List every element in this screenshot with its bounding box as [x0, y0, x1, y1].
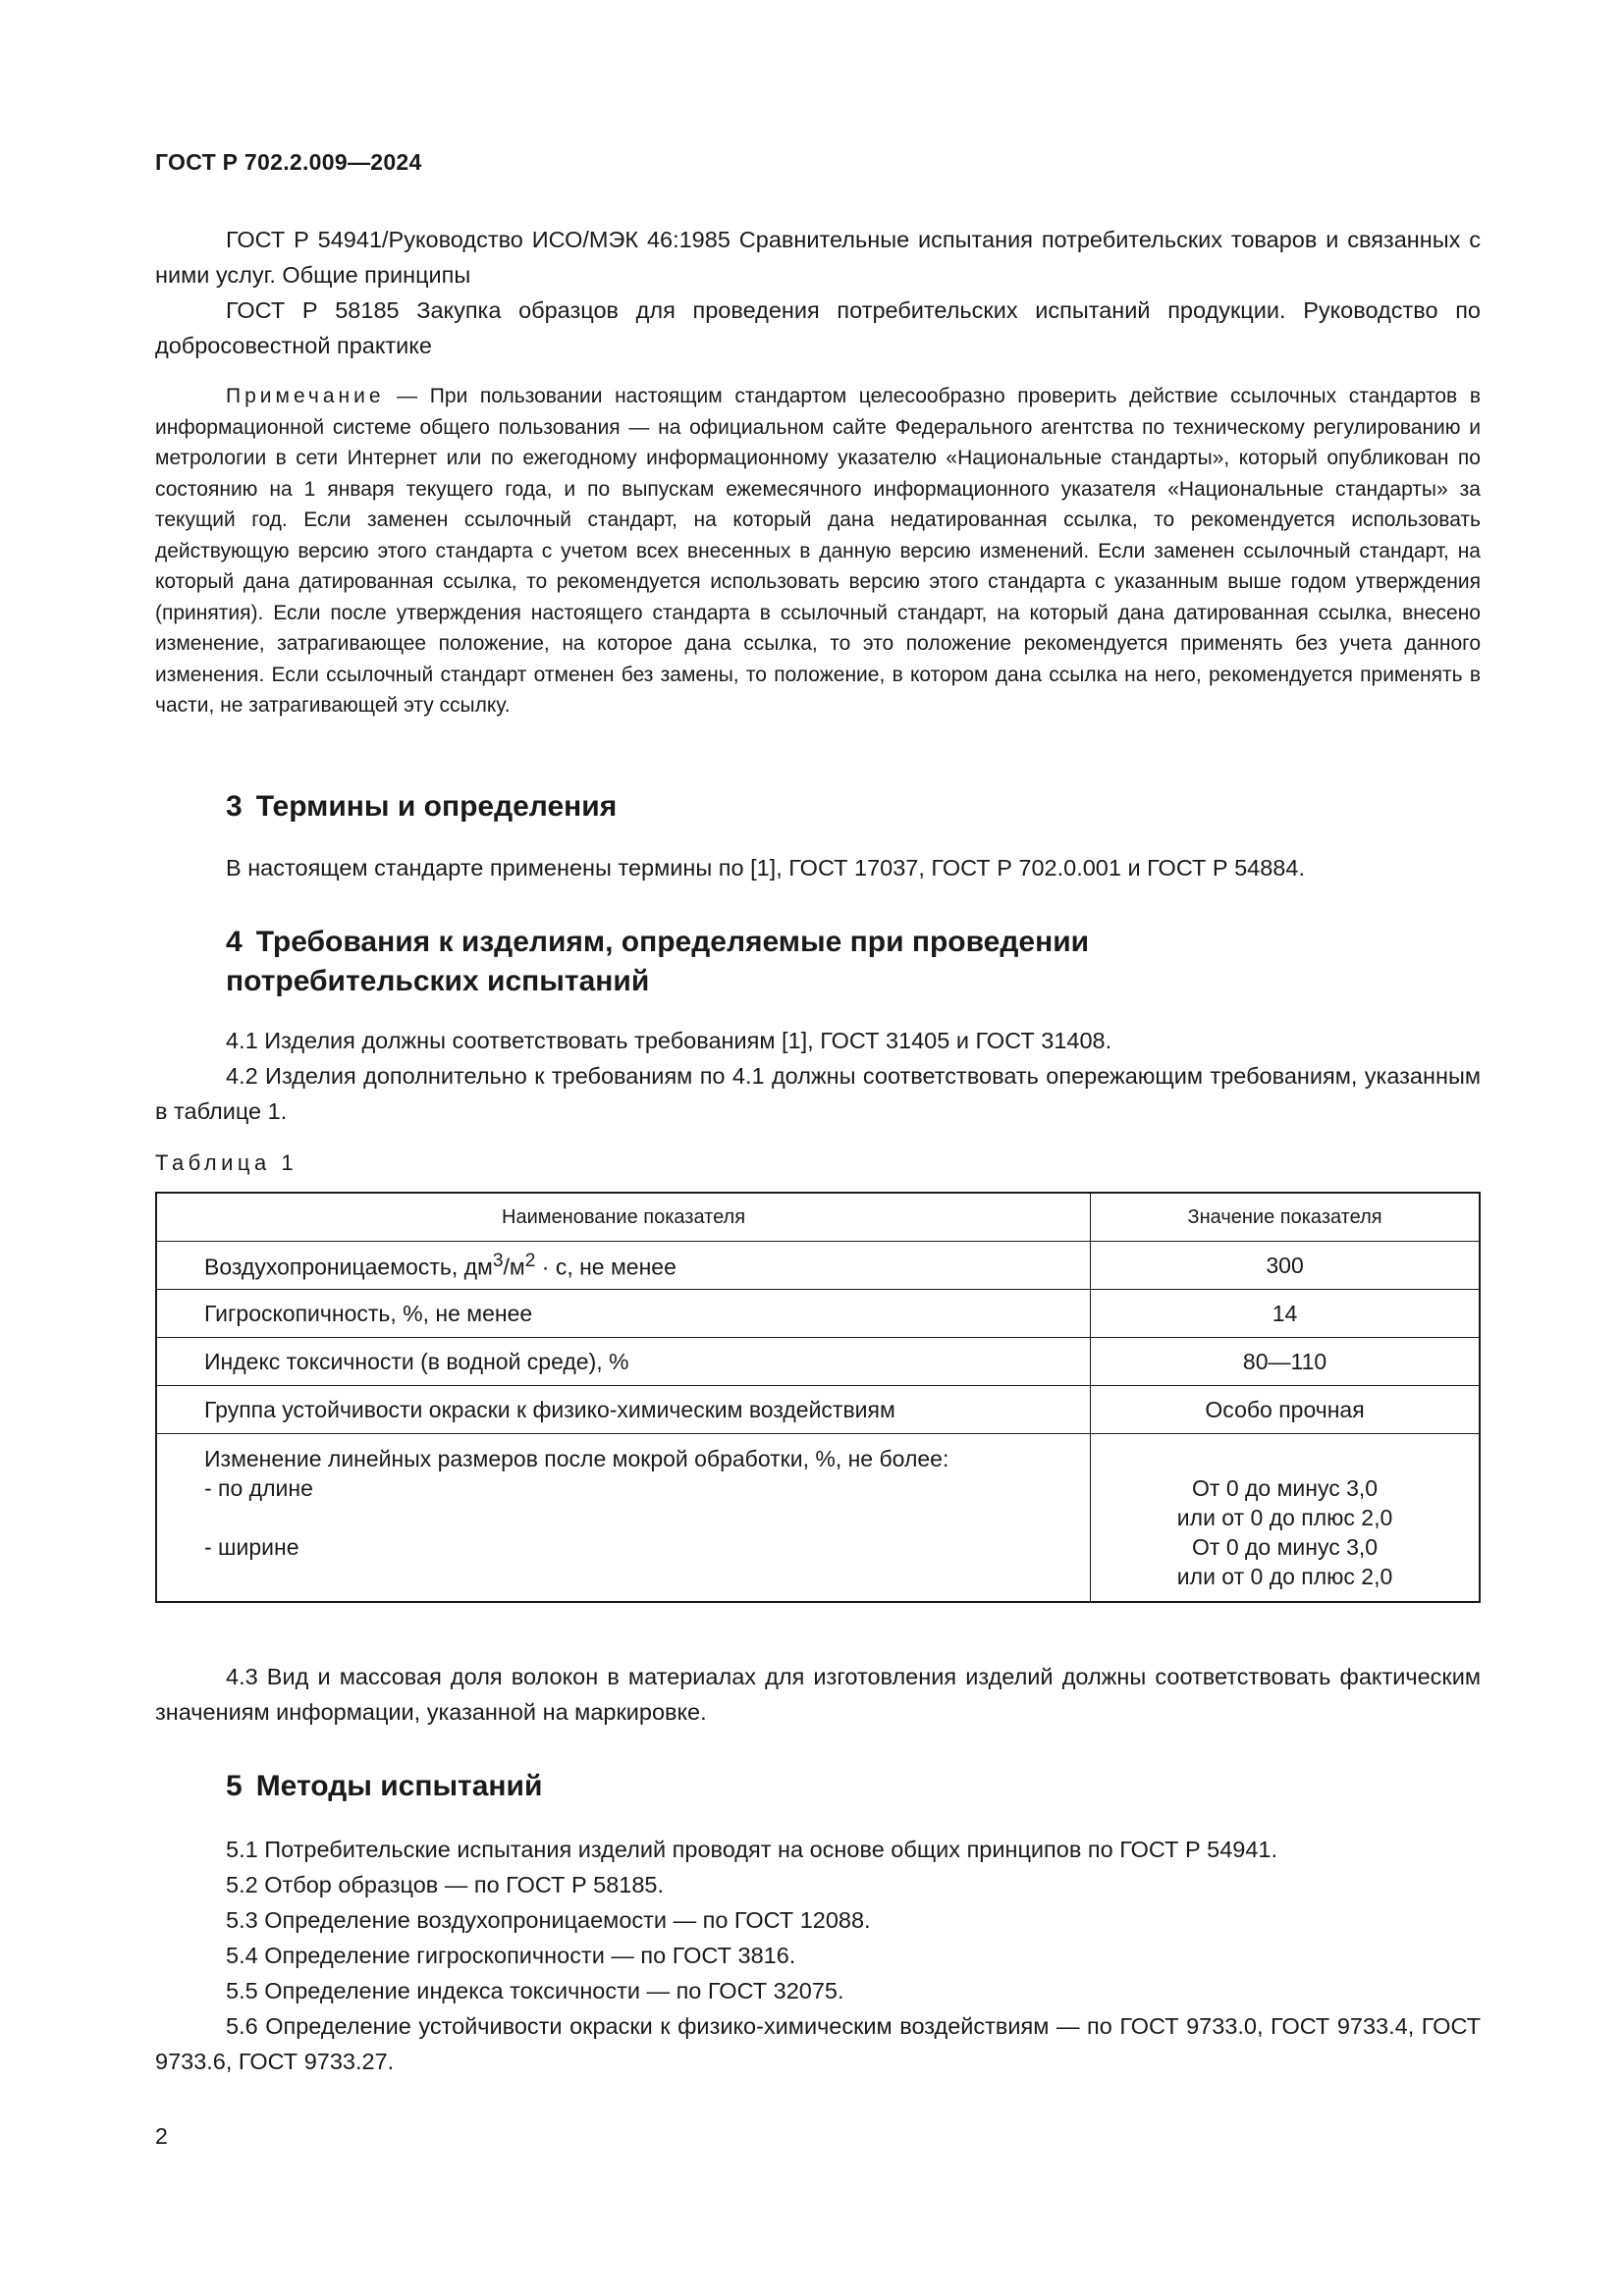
table-caption: Таблица 1	[155, 1150, 298, 1175]
indicator-value	[1091, 1434, 1480, 1603]
column-header-indicator: Наименование показателя	[156, 1193, 1091, 1242]
reference-item: ГОСТ Р 54941/Руководство ИСО/МЭК 46:1985 Сравнительные испытания потребительских товаров и связанных с ними услуг. Общие принципы	[155, 227, 1481, 288]
section-4-heading	[226, 923, 1089, 1001]
indicator-name: Гигроскопичность, %, не менее	[156, 1290, 1091, 1338]
section-5-heading	[226, 1767, 542, 1806]
indicator-name: Индекс токсичности (в водной среде), %	[156, 1338, 1091, 1386]
section-4-body	[155, 1023, 1481, 1129]
shrinkage-title: Изменение линейных размеров после мокрой обработки, %, не более:	[204, 1446, 949, 1471]
indicator-name	[156, 1434, 1091, 1603]
reference-item: ГОСТ Р 58185 Закупка образцов для проведения потребительских испытаний продукции. Руководство по добросовестной практике	[155, 297, 1481, 358]
clause-5-4: 5.4 Определение гигроскопичности — по ГОСТ 3816.	[226, 1943, 796, 1968]
shrinkage-length-value-1: От 0 до минус 3,0	[1192, 1475, 1379, 1501]
section-4-number: 4	[226, 926, 243, 958]
section-4-title-line1: Требования к изделиям, определяемые при проведении	[255, 926, 1090, 958]
shrinkage-length-value-2: или от 0 до плюс 2,0	[1176, 1505, 1393, 1530]
table-row	[156, 1338, 1480, 1386]
note-label: Примечание	[226, 385, 385, 407]
clause-4-3-block	[155, 1659, 1481, 1730]
indicator-value: 300	[1091, 1242, 1480, 1290]
clause-5-3: 5.3 Определение воздухопроницаемости — по ГОСТ 12088.	[226, 1907, 871, 1933]
shrinkage-length-label: - по длине	[204, 1475, 313, 1501]
section-4-title-line2: потребительских испытаний	[226, 965, 650, 997]
clause-4-2: 4.2 Изделия дополнительно к требованиям по 4.1 должны соответствовать опережающим требованиям, указанным в таблице 1.	[155, 1063, 1481, 1124]
note-text: — При пользовании настоящим стандартом целесообразно проверить действие ссылочных стандартов в информационной системе общего пользования — на официальном сайте Федерального агентства по техническому регулированию и метрологии в сети Интернет или по ежегодному информационному указателю «Национальные стандарты», который опубликован по состоянию на 1 января текущего года, и по выпускам ежемесячного информационного указателя «Национальные стандарты» за текущий год. Если заменен ссылочный стандарт, на который дана недатированная ссылка, то рекомендуется использовать действующую версию этого стандарта с учетом всех внесенных в данную версию изменений. Если заменен ссылочный стандарт, на который дана датированная ссылка, то рекомендуется использовать версию этого стандарта с указанным выше годом утверждения (принятия). Если после утверждения настоящего стандарта в ссылочный стандарт, на который дана датированная ссылка, внесено изменение, затрагивающее положение, на которое дана ссылка, то это положение рекомендуется применять без учета данного изменения. Если ссылочный стандарт отменен без замены, то положение, в котором дана ссылка на него, рекомендуется применять в части, не затрагивающей эту ссылку.	[155, 385, 1481, 717]
section-3-body	[155, 850, 1481, 885]
indicator-value: Особо прочная	[1091, 1386, 1480, 1434]
table-row-shrinkage	[156, 1434, 1480, 1603]
clause-5-5: 5.5 Определение индекса токсичности — по ГОСТ 32075.	[226, 1978, 844, 2003]
section-3-text: В настоящем стандарте применены термины по [1], ГОСТ 17037, ГОСТ Р 702.0.001 и ГОСТ Р 54884.	[226, 855, 1305, 881]
references-list	[155, 222, 1481, 363]
section-3-number: 3	[226, 790, 243, 823]
indicator-name: Воздухопроницаемость, $дм^3/м^2 \cdot с$, не менее	[156, 1242, 1091, 1290]
column-header-value: Значение показателя	[1091, 1193, 1480, 1242]
table-header-row	[156, 1193, 1480, 1242]
document-code: ГОСТ Р 702.2.009—2024	[155, 149, 422, 175]
table-row	[156, 1290, 1480, 1338]
indicator-value: 80—110	[1091, 1338, 1480, 1386]
shrinkage-width-value-2: или от 0 до плюс 2,0	[1176, 1564, 1393, 1589]
section-5-title: Методы испытаний	[255, 1770, 543, 1802]
clause-5-6: 5.6 Определение устойчивости окраски к физико-химическим воздействиям — по ГОСТ 9733.0, ГОСТ 9733.4, ГОСТ 9733.6, ГОСТ 9733.27.	[155, 2013, 1481, 2074]
section-3-heading	[226, 787, 617, 827]
indicator-value: 14	[1091, 1290, 1480, 1338]
section-5-number: 5	[226, 1770, 243, 1802]
table-row	[156, 1386, 1480, 1434]
clause-4-1: 4.1 Изделия должны соответствовать требованиям [1], ГОСТ 31405 и ГОСТ 31408.	[226, 1028, 1112, 1053]
clause-5-2: 5.2 Отбор образцов — по ГОСТ Р 58185.	[226, 1872, 665, 1897]
indicator-name: Группа устойчивости окраски к физико-химическим воздействиям	[156, 1386, 1091, 1434]
shrinkage-width-label: - ширине	[204, 1534, 299, 1560]
shrinkage-width-value-1: От 0 до минус 3,0	[1192, 1534, 1379, 1560]
table-row	[156, 1242, 1480, 1290]
clause-5-1: 5.1 Потребительские испытания изделий проводят на основе общих принципов по ГОСТ Р 54941.	[226, 1837, 1278, 1862]
section-3-title: Термины и определения	[255, 790, 618, 823]
note-block	[155, 381, 1481, 721]
clause-4-3: 4.3 Вид и массовая доля волокон в материалах для изготовления изделий должны соответствовать фактическим значениям информации, указанной на маркировке.	[155, 1664, 1481, 1725]
document-page	[155, 0, 1481, 2296]
section-5-body	[155, 1832, 1481, 2079]
requirements-table	[155, 1192, 1481, 1603]
page-number: 2	[155, 2123, 168, 2149]
